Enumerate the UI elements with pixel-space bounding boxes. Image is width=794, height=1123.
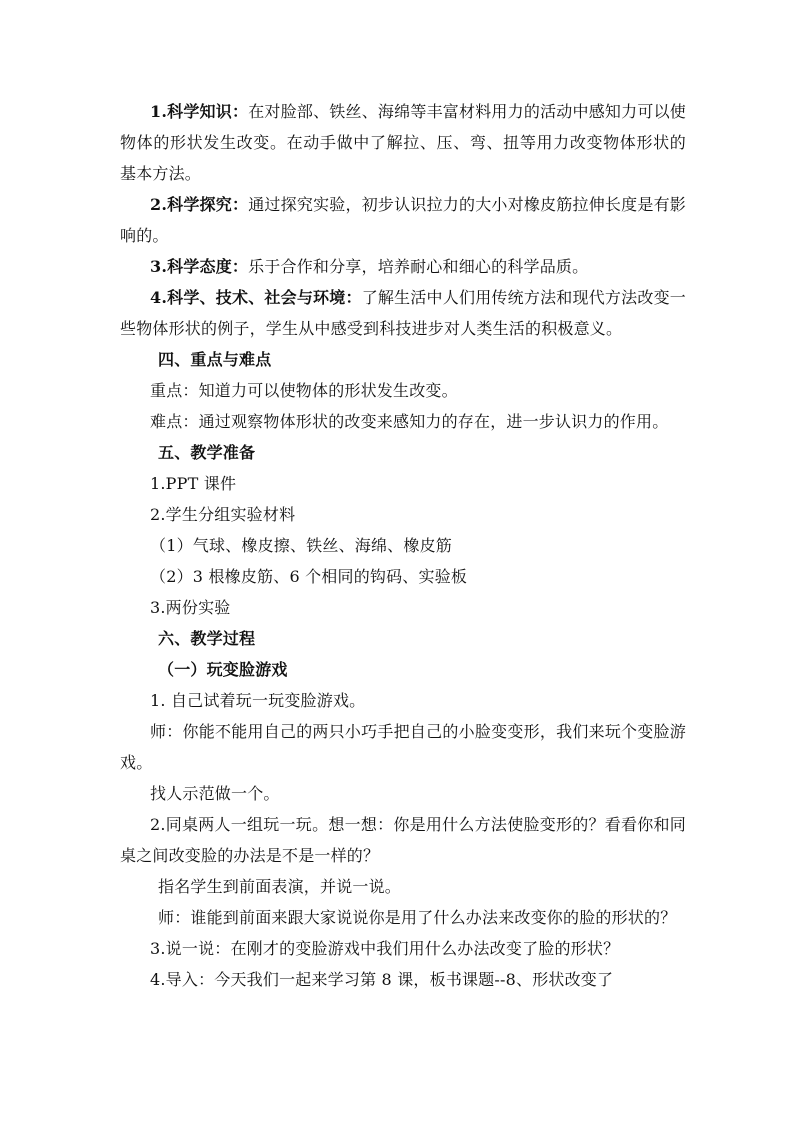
goal-stse bbox=[120, 282, 686, 344]
process-line: 3.说一说：在刚才的变脸游戏中我们用什么办法改变了脸的形状？ bbox=[150, 939, 620, 958]
goal-science-inquiry bbox=[120, 189, 686, 251]
key-point: 重点：知道力可以使物体的形状发生改变。 bbox=[150, 381, 458, 400]
prep-item: （1）气球、橡皮擦、铁丝、海绵、橡皮筋 bbox=[150, 536, 452, 555]
document-body bbox=[120, 96, 686, 995]
process-line: 找人示范做一个。 bbox=[150, 784, 280, 803]
section-heading-preparation: 五、教学准备 bbox=[158, 443, 256, 462]
goal-science-knowledge bbox=[120, 96, 686, 189]
goal-text: 了解生活中人们用传统方法和现代方法改变一些物体形状的例子，学生从中感受到科技进步对人类生活的积极意义。 bbox=[120, 288, 686, 338]
prep-item: （2）3 根橡皮筋、6 个相同的钩码、实验板 bbox=[150, 567, 468, 586]
difficulty: 难点：通过观察物体形状的改变来感知力的存在，进一步认识力的作用。 bbox=[150, 412, 669, 431]
goal-label: 1.科学知识： bbox=[150, 102, 249, 121]
prep-item: 3.两份实验 bbox=[150, 598, 231, 617]
process-line: 1. 自己试着玩一玩变脸游戏。 bbox=[150, 691, 366, 710]
prep-item: 1.PPT 课件 bbox=[150, 474, 237, 493]
section-heading-process: 六、教学过程 bbox=[158, 629, 256, 648]
goal-label: 2.科学探究： bbox=[150, 195, 249, 214]
goal-science-attitude bbox=[120, 251, 686, 282]
goal-text: 乐于合作和分享，培养耐心和细心的科学品质。 bbox=[248, 257, 589, 276]
process-line: 4.导入：今天我们一起来学习第 8 课，板书课题--8、形状改变了 bbox=[150, 970, 614, 989]
process-line: 师：谁能到前面来跟大家说说你是用了什么办法来改变你的脸的形状的？ bbox=[158, 908, 677, 927]
prep-item: 2.学生分组实验材料 bbox=[150, 505, 296, 524]
goal-text: 在对脸部、铁丝、海绵等丰富材料用力的活动中感知力可以使物体的形状发生改变。在动手做中了解拉、压、弯、扭等用力改变物体形状的基本方法。 bbox=[120, 102, 686, 183]
process-line: 指名学生到前面表演，并说一说。 bbox=[158, 877, 402, 896]
process-line: 2.同桌两人一组玩一玩。想一想：你是用什么方法使脸变形的？看看你和同桌之间改变脸的办法是不是一样的？ bbox=[120, 815, 686, 865]
subheading-face-game: （一）玩变脸游戏 bbox=[158, 660, 288, 679]
section-heading-key-points: 四、重点与难点 bbox=[158, 350, 272, 369]
process-line: 师：你能不能用自己的两只小巧手把自己的小脸变变形，我们来玩个变脸游戏。 bbox=[120, 722, 686, 772]
goal-text: 通过探究实验，初步认识拉力的大小对橡皮筋拉伸长度是有影响的。 bbox=[120, 195, 686, 245]
goal-label: 3.科学态度： bbox=[150, 257, 249, 276]
goal-label: 4.科学、技术、社会与环境： bbox=[150, 288, 362, 307]
